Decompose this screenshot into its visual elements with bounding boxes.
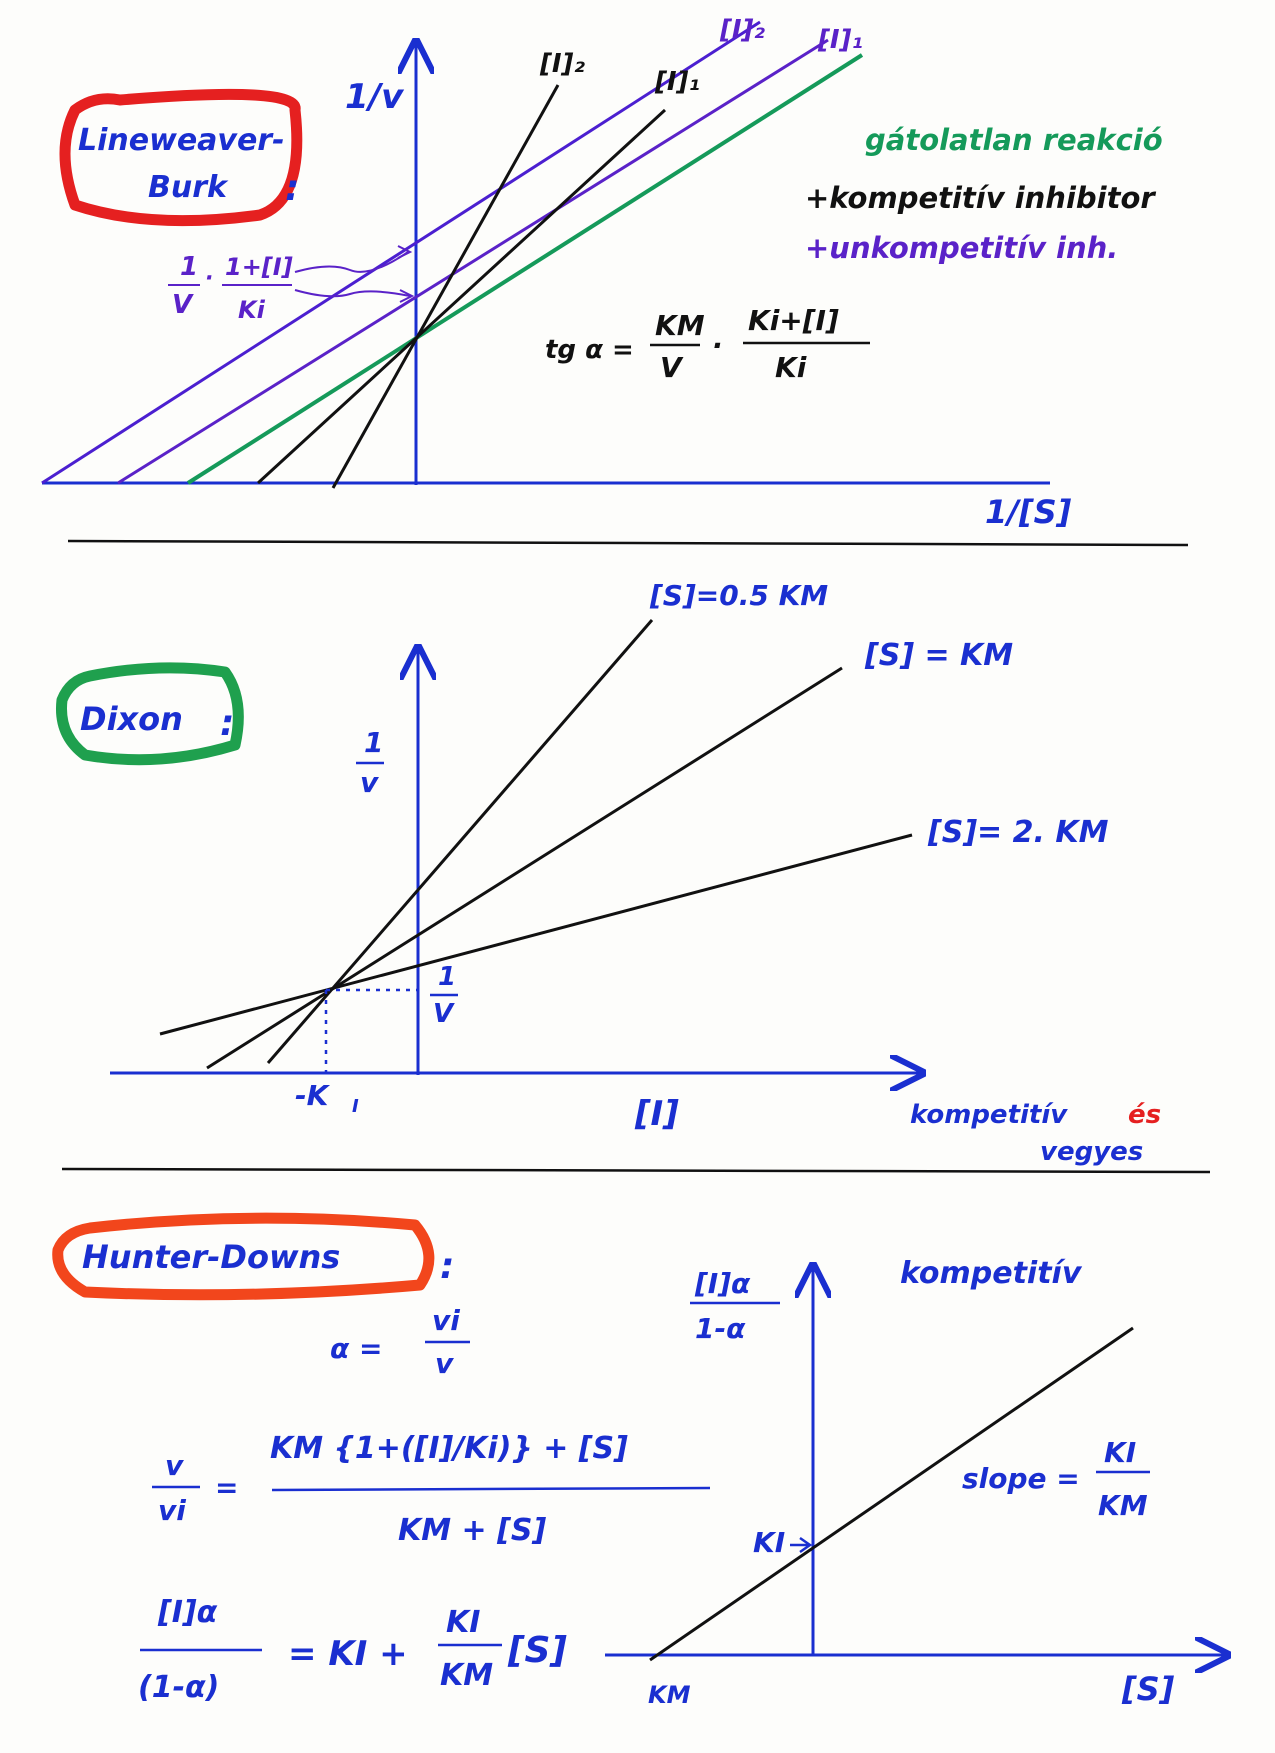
intercept-V: V xyxy=(172,290,193,320)
hunter-slope-num: KI xyxy=(1104,1436,1137,1469)
section-divider-2 xyxy=(62,1169,1210,1172)
slope-den1: V xyxy=(660,351,682,384)
slope-dot: · xyxy=(712,329,723,362)
eq1-lhs-num: v xyxy=(165,1449,184,1482)
eq1-equals: = xyxy=(215,1471,239,1504)
dixon-intersect-y-num: 1 xyxy=(438,962,457,992)
alpha-num: vi xyxy=(432,1304,460,1337)
eq1-rhs-num: KM {1+([I]/Ki)} + [S] xyxy=(270,1431,628,1466)
hunter-y-intercept-arrow xyxy=(790,1538,810,1552)
legend-uninhibited: gátolatlan reakció xyxy=(865,123,1163,157)
y-axis-label: 1/v xyxy=(345,77,404,117)
intercept-1plusI: 1+[I] xyxy=(225,253,293,281)
dixon-y-den: v xyxy=(360,766,379,799)
dixon-y-num: 1 xyxy=(364,726,384,759)
eq1-rhs-den: KM + [S] xyxy=(398,1513,547,1548)
dixon-x-label: [I] xyxy=(635,1094,679,1134)
intercept-arrow-lower xyxy=(295,290,410,296)
label-purple-i2: [I]₂ xyxy=(720,15,765,45)
lineweaver-burk-section xyxy=(42,15,1163,531)
black-line-i1 xyxy=(258,110,665,483)
slope-den2: Ki xyxy=(775,351,807,384)
dixon-note-1: kompetitív xyxy=(910,1100,1068,1130)
intercept-1: 1 xyxy=(180,252,199,282)
label-purple-i1: [I]₁ xyxy=(818,25,863,55)
dixon-intersect-x: -K xyxy=(295,1079,329,1112)
title-line2: Burk xyxy=(148,170,227,205)
alpha-eq: α = xyxy=(330,1332,383,1365)
eq2-frac-num: KI xyxy=(446,1605,481,1640)
intercept-dot: · xyxy=(205,266,214,291)
eq2-lhs-den: (1-α) xyxy=(138,1670,220,1705)
hunter-title: Hunter-Downs xyxy=(82,1238,341,1276)
hunter-slope-den: KM xyxy=(1098,1489,1148,1522)
title-line1: Lineweaver- xyxy=(78,123,285,158)
hunter-y-num: [I]α xyxy=(695,1267,751,1300)
dixon-line-s05 xyxy=(268,620,652,1063)
slope-prefix: tg α = xyxy=(545,335,634,365)
hunter-slope-label: slope = xyxy=(962,1462,1080,1495)
hunter-x-intercept: KM xyxy=(648,1681,691,1709)
hunter-x-label: [S] xyxy=(1122,1670,1175,1708)
title-colon: : xyxy=(285,168,300,209)
legend-competitive: +kompetitív inhibitor xyxy=(805,181,1155,215)
hunter-y-intercept: KI xyxy=(753,1526,786,1559)
eq2-mid: = KI + xyxy=(288,1634,408,1674)
dixon-label-s1: [S] = KM xyxy=(865,638,1014,673)
slope-num2: Ki+[I] xyxy=(748,304,839,337)
hunter-y-den: 1-α xyxy=(695,1312,746,1345)
dixon-section xyxy=(61,579,1161,1167)
slope-num1: KM xyxy=(655,309,705,342)
x-axis-label: 1/[S] xyxy=(985,493,1072,531)
dixon-line-s1 xyxy=(207,668,842,1068)
dixon-note-and: és xyxy=(1128,1100,1162,1130)
dixon-note-2: vegyes xyxy=(1040,1137,1144,1167)
eq1-rhs-bar xyxy=(272,1488,710,1490)
intercept-arrow-upper xyxy=(295,252,408,272)
dixon-label-s05: [S]=0.5 KM xyxy=(650,579,829,612)
dixon-label-s2: [S]= 2. KM xyxy=(928,815,1109,850)
dixon-title: Dixon xyxy=(80,700,183,738)
black-line-i2 xyxy=(333,85,558,488)
legend-uncompetitive: +unkompetitív inh. xyxy=(805,231,1119,265)
dixon-intersect-y-den: V xyxy=(433,999,454,1029)
eq2-frac-den: KM xyxy=(440,1658,494,1693)
hunter-colon: : xyxy=(440,1246,455,1287)
dixon-intersect-x-sub: I xyxy=(352,1096,359,1117)
hunter-downs-section xyxy=(58,1218,1225,1709)
section-divider-1 xyxy=(68,541,1188,545)
label-black-i2: [I]₂ xyxy=(540,49,585,79)
hunter-type: kompetitív xyxy=(900,1256,1082,1291)
dixon-colon: : xyxy=(220,703,235,744)
eq2-lhs-num: [I]α xyxy=(158,1595,218,1630)
eq1-lhs-den: vi xyxy=(158,1494,186,1527)
dixon-line-s2 xyxy=(160,835,912,1034)
alpha-den: v xyxy=(435,1347,454,1380)
eq2-tail: [S] xyxy=(508,1630,567,1671)
label-black-i1: [I]₁ xyxy=(655,67,700,97)
intercept-Ki: Ki xyxy=(238,296,265,324)
